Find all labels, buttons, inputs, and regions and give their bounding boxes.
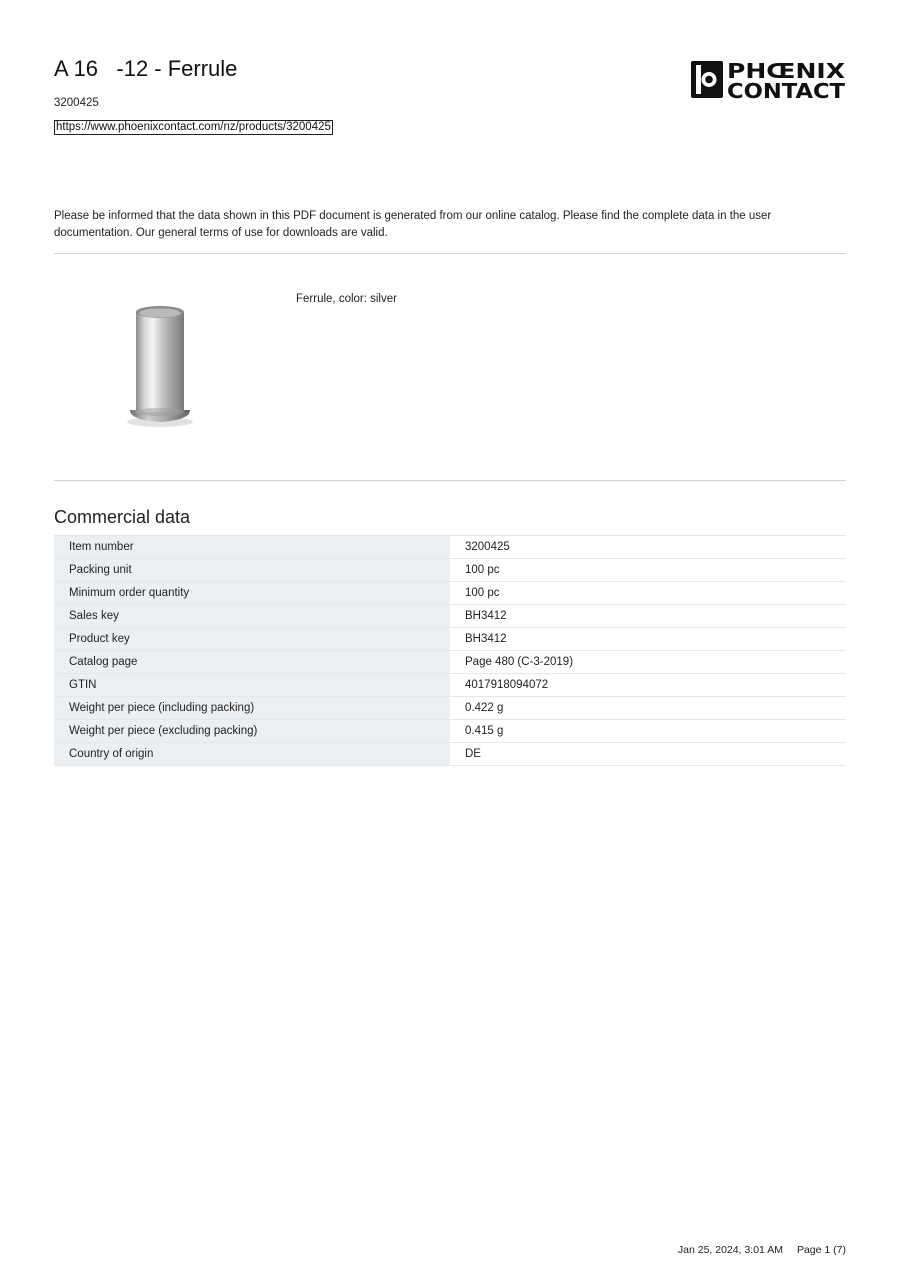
row-value: 0.415 g — [450, 720, 846, 743]
phoenix-contact-logo — [690, 60, 846, 105]
row-key: Country of origin — [54, 743, 450, 766]
table-row — [54, 582, 846, 605]
row-key: Item number — [54, 536, 450, 559]
ferrule-product-photo — [120, 300, 210, 440]
svg-text:PHŒNIX: PHŒNIX — [727, 60, 846, 83]
commercial-data-table — [54, 535, 846, 766]
product-description: Ferrule, color: silver — [296, 293, 397, 305]
table-row — [54, 651, 846, 674]
row-key: Minimum order quantity — [54, 582, 450, 605]
row-key: GTIN — [54, 674, 450, 697]
row-value: Page 480 (C-3-2019) — [450, 651, 846, 674]
footer-page-number: Page 1 (7) — [796, 1244, 846, 1256]
item-number: 3200425 — [54, 97, 99, 109]
table-row — [54, 674, 846, 697]
ferrule-icon — [120, 300, 210, 435]
row-key: Product key — [54, 628, 450, 651]
divider-bottom — [54, 480, 846, 481]
product-url-link[interactable]: https://www.phoenixcontact.com/nz/products/3200425 — [56, 121, 331, 133]
divider-top — [54, 253, 846, 254]
row-value: BH3412 — [450, 605, 846, 628]
page-title: A 16 -12 - Ferrule — [54, 56, 238, 81]
row-value: DE — [450, 743, 846, 766]
row-value: 0.422 g — [450, 697, 846, 720]
table-row — [54, 697, 846, 720]
row-value: 100 pc — [450, 582, 846, 605]
table-row — [54, 605, 846, 628]
commercial-data-heading: Commercial data — [54, 507, 191, 527]
row-value: 4017918094072 — [450, 674, 846, 697]
row-key: Weight per piece (including packing) — [54, 697, 450, 720]
row-value: 100 pc — [450, 559, 846, 582]
row-key: Sales key — [54, 605, 450, 628]
catalog-notice: Please be informed that the data shown in this PDF document is generated from our online catalog. Please find the complete data in the user documentation. Our general terms of use for downloads are valid. — [54, 210, 772, 239]
table-row — [54, 559, 846, 582]
table-row — [54, 628, 846, 651]
phoenix-contact-logo-icon — [690, 60, 846, 100]
table-row — [54, 743, 846, 766]
row-key: Packing unit — [54, 559, 450, 582]
row-key: Catalog page — [54, 651, 450, 674]
row-key: Weight per piece (excluding packing) — [54, 720, 450, 743]
row-value: BH3412 — [450, 628, 846, 651]
table-row — [54, 536, 846, 559]
footer-date: Jan 25, 2024, 3:01 AM — [677, 1244, 783, 1256]
page-footer — [678, 1244, 846, 1256]
row-value: 3200425 — [450, 536, 846, 559]
svg-text:CONTACT: CONTACT — [727, 79, 846, 100]
table-row — [54, 720, 846, 743]
